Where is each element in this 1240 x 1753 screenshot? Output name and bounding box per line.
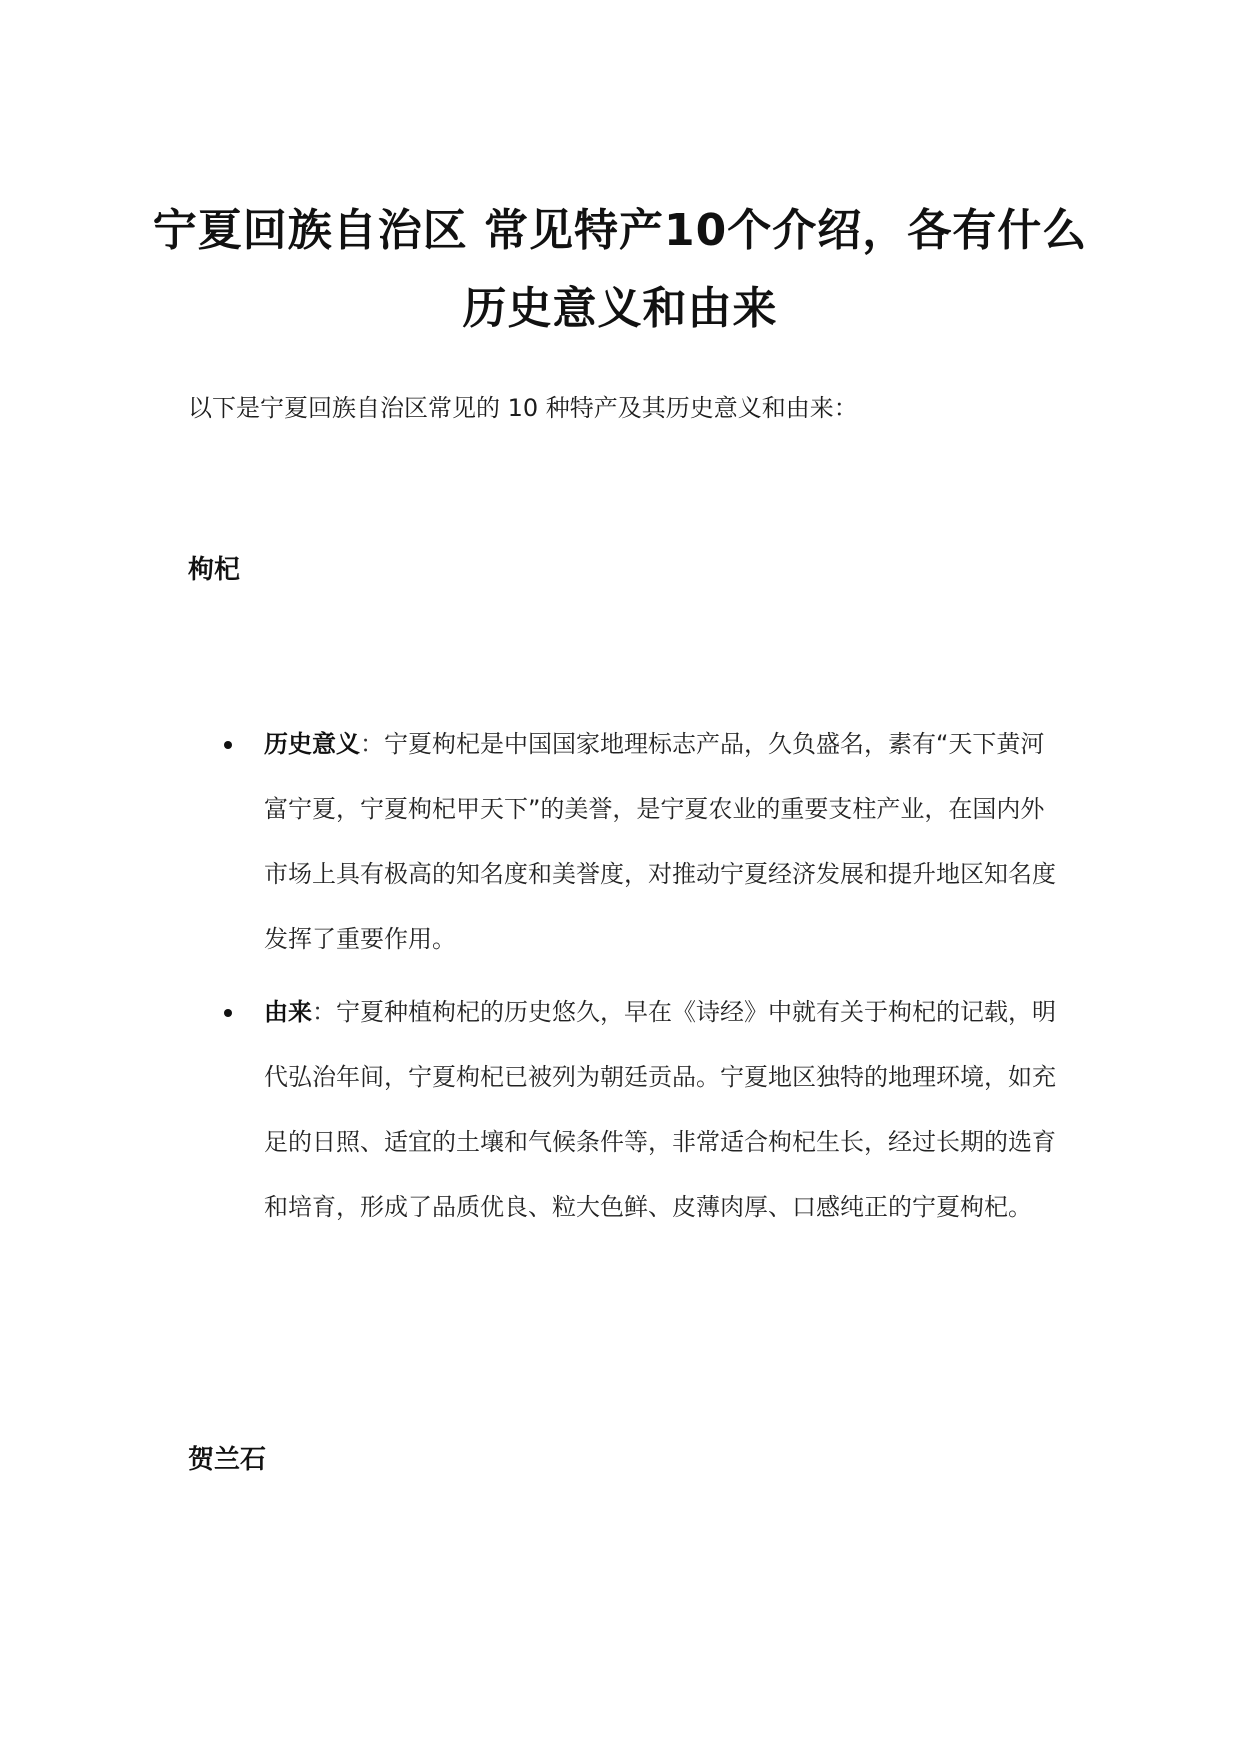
item-separator: ： [360,730,384,758]
intro-paragraph: 以下是宁夏回族自治区常见的 10 种特产及其历史意义和由来： [188,394,858,422]
item-label: 由来 [264,998,312,1026]
list-item-origin [188,980,1068,1240]
goji-bullet-list [188,712,1068,1240]
document-title: 宁夏回族自治区 常见特产10个介绍，各有什么历史意义和由来 [152,205,1088,334]
section-heading-helan-stone: 贺兰石 [188,1445,267,1475]
section-heading-goji: 枸杞 [188,555,241,585]
bullet-dot-icon [224,741,232,749]
bullet-dot-icon [224,1009,232,1017]
item-label: 历史意义 [264,730,360,758]
item-separator: ： [312,998,336,1026]
item-text: 宁夏种植枸杞的历史悠久，早在《诗经》中就有关于枸杞的记载，明代弘治年间，宁夏枸杞已被列为朝廷贡品。宁夏地区独特的地理环境，如充足的日照、适宜的土壤和气候条件等，非常适合枸杞生长，经过长期的选育和培育，形成了品质优良、粒大色鲜、皮薄肉厚、口感纯正的宁夏枸杞。 [264,998,1056,1221]
item-text: 宁夏枸杞是中国国家地理标志产品，久负盛名，素有“天下黄河富宁夏，宁夏枸杞甲天下”的美誉，是宁夏农业的重要支柱产业，在国内外市场上具有极高的知名度和美誉度，对推动宁夏经济发展和提升地区知名度发挥了重要作用。 [264,730,1056,953]
list-item-history [188,712,1068,972]
